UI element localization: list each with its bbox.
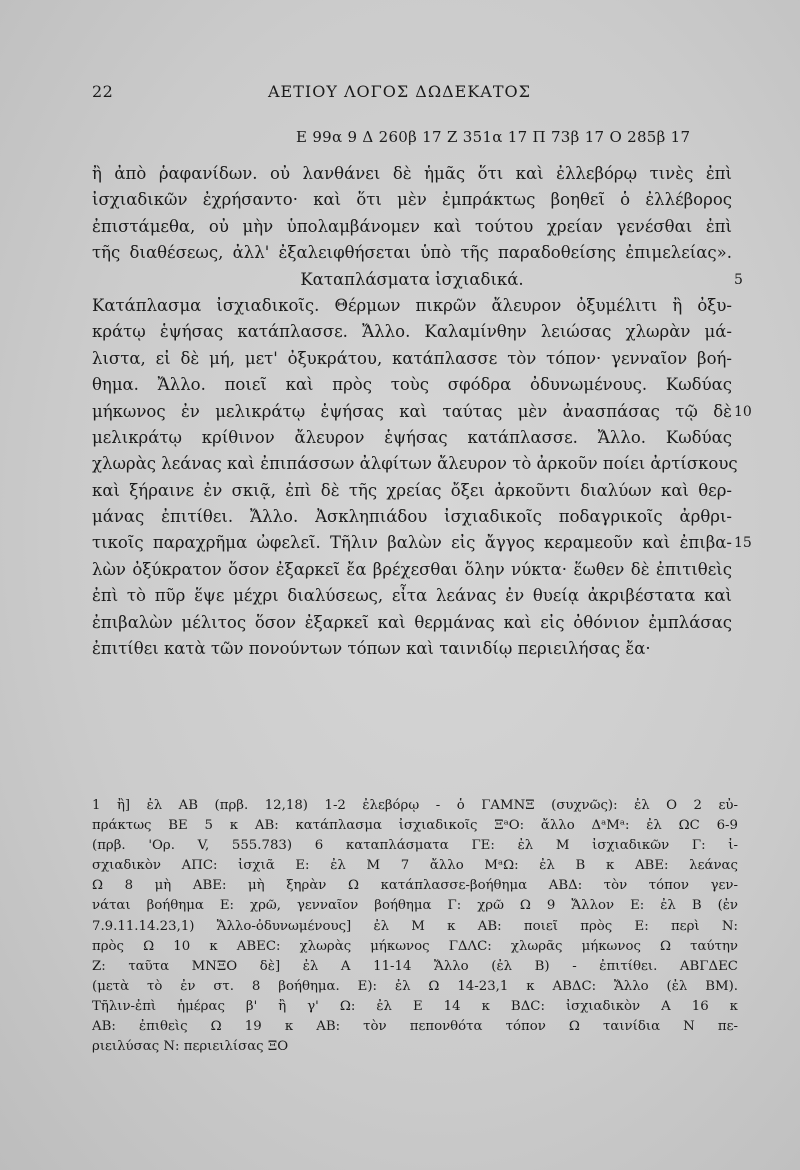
apparatus-line: ΑΒ: ἐπιθεὶς Ω 19 κ ΑΒ: τὸν πεπονθότα τόπον Ω ταινίδια Ν πε- bbox=[92, 1019, 738, 1035]
page-header bbox=[92, 82, 732, 108]
text-line bbox=[92, 504, 732, 530]
text-line bbox=[92, 372, 732, 398]
text-line bbox=[92, 240, 732, 266]
text-line bbox=[92, 319, 732, 345]
text-line-content: μήκωνος ἐν μελικράτῳ ἑψήσας καὶ ταύτας μὲν ἀνασπάσας τῷ δὲ bbox=[92, 401, 732, 421]
line-number: 15 bbox=[734, 535, 752, 552]
line-number: 10 bbox=[734, 403, 752, 420]
text-line-content: καὶ ξήραινε ἐν σκιᾷ, ἐπὶ δὲ τῆς χρείας ὄξει ἀρκοῦντι διαλύων καὶ θερ- bbox=[92, 480, 732, 500]
line-number: 5 bbox=[734, 271, 743, 288]
text-line-content: τικοῖς παραχρῆμα ὠφελεῖ. Τῆλιν βαλὼν εἰς ἄγγος κεραμεοῦν καὶ ἐπιβα- bbox=[92, 533, 732, 553]
apparatus-line: 7.9.11.14.23,1) Ἄλλο-ὀδυνωμένους] ἐλ Μ κ ΑΒ: ποιεῖ πρὸς Ε: περὶ Ν: bbox=[92, 918, 738, 934]
text-line-content: Κατάπλασμα ἰσχιαδικοῖς. Θέρμων πικρῶν ἄλευρον ὀξυμέλιτι ἢ ὀξυ- bbox=[92, 295, 732, 315]
text-line bbox=[92, 293, 732, 319]
text-line-content: ἐπιτίθει κατὰ τῶν πονούντων τόπων καὶ ταινιδίῳ περιειλήσας ἔα· bbox=[92, 639, 651, 659]
text-line-content: ἐπὶ τὸ πῦρ ἕψε μέχρι διαλύσεως, εἶτα λεάνας ἐν θυείᾳ ἀκριβέστατα καὶ bbox=[92, 586, 732, 606]
manuscript-sigla: Ε 99α 9 Δ 260β 17 Ζ 351α 17 Π 73β 17 Ο 285β 17 bbox=[296, 128, 691, 146]
text-line-content: χλωρὰς λεάνας καὶ ἐπιπάσσων ἀλφίτων ἄλευρον τὸ ἀρκοῦν ποίει ἀρτίσκους bbox=[92, 454, 738, 474]
critical-apparatus bbox=[92, 796, 738, 1057]
apparatus-line: πράκτως ΒΕ 5 κ ΑΒ: κατάπλασμα ἰσχιαδικοῖς ΞᵃΟ: ἄλλο ΔᵃΜᵃ: ἐλ ΩC 6-9 bbox=[92, 818, 738, 834]
text-line bbox=[92, 346, 732, 372]
page-number: 22 bbox=[92, 82, 114, 101]
text-line bbox=[92, 399, 752, 425]
text-line-content: ἢ ἀπὸ ῥαφανίδων. οὐ λανθάνει δὲ ἡμᾶς ὅτι καὶ ἐλλεβόρῳ τινὲς ἐπὶ bbox=[92, 164, 732, 183]
text-line bbox=[92, 214, 732, 240]
apparatus-line: 1 ἢ] ἐλ ΑΒ (πρβ. 12,18) 1-2 ἐλεβόρῳ - ὁ ΓΑΜΝΞ (συχνῶς): ἐλ Ο 2 εὐ- bbox=[92, 798, 738, 813]
apparatus-line: νάται βοήθημα Ε: χρῶ, γενναῖον βοήθημα Γ: χρῶ Ω 9 Ἄλλον Ε: ἐλ Β (ἐν bbox=[92, 898, 738, 914]
text-line bbox=[92, 636, 732, 662]
text-line bbox=[92, 425, 732, 451]
text-line-content: θημα. Ἄλλο. ποιεῖ καὶ πρὸς τοὺς σφόδρα ὀδυνωμένους. Κωδύας bbox=[92, 375, 732, 395]
apparatus-line: Ω 8 μὴ ΑΒΕ: μὴ ξηρὰν Ω κατάπλασσε-βοήθημα ΑΒΔ: τὸν τόπον γεν- bbox=[92, 878, 738, 894]
apparatus-line: πρὸς Ω 10 κ ΑΒΕC: χλωρὰς μήκωνος ΓΔΛC: χλωρᾶς μήκωνος Ω ταύτην bbox=[92, 938, 738, 954]
text-line-content: Καταπλάσματα ἰσχιαδικά. bbox=[300, 269, 524, 289]
text-line bbox=[92, 451, 738, 477]
text-line bbox=[92, 610, 732, 636]
apparatus-line: σχιαδικὸν ΑΠC: ἰσχιᾶ Ε: ἐλ Μ 7 ἄλλο ΜᵃΩ: ἐλ Β κ ΑΒΕ: λεάνας bbox=[92, 858, 738, 874]
apparatus-line: Ζ: ταῦτα ΜΝΞΟ δὲ] ἐλ Α 11-14 Ἄλλο (ἐλ Β) - ἐπιτίθει. ΑΒΓΔΕC bbox=[92, 958, 738, 974]
main-text bbox=[92, 161, 752, 662]
text-line bbox=[92, 161, 732, 187]
text-line bbox=[92, 530, 752, 556]
text-line bbox=[92, 187, 732, 213]
apparatus-line: ριειλύσας Ν: περιειλίσας ΞΟ bbox=[92, 1039, 289, 1055]
text-line bbox=[92, 557, 732, 583]
text-line-content: μελικράτῳ κρίθινον ἄλευρον ἑψήσας κατάπλασσε. Ἄλλο. Κωδύας bbox=[92, 427, 732, 447]
text-line bbox=[92, 478, 732, 504]
apparatus-line: (μετὰ τὸ ἐν στ. 8 βοήθημα. Ε): ἐλ Ω 14-23,1 κ ΑΒΔC: Ἄλλο (ἐλ ΒΜ). bbox=[92, 978, 738, 994]
apparatus-line: Τῆλιν-ἐπὶ ἡμέρας β' ἢ γ' Ω: ἐλ Ε 14 κ ΒΔC: ἰσχιαδικὸν Α 16 κ bbox=[92, 998, 738, 1014]
text-line-content: κράτῳ ἑψήσας κατάπλασσε. Ἄλλο. Καλαμίνθην λειώσας χλωρὰν μά- bbox=[92, 322, 732, 342]
text-line bbox=[92, 583, 732, 609]
text-line-content: μάνας ἐπιτίθει. Ἄλλο. Ἀσκληπιάδου ἰσχιαδικοῖς ποδαγρικοῖς ἀρθρι- bbox=[92, 507, 732, 527]
text-line-content: ἰσχιαδικῶν ἐχρήσαντο· καὶ ὅτι μὲν ἐμπράκτως βοηθεῖ ὁ ἐλλέβορος bbox=[92, 190, 732, 210]
apparatus-line: (πρβ. 'Ορ. V, 555.783) 6 καταπλάσματα ΓΕ: ἐλ Μ ἰσχιαδικῶν Γ: ἰ- bbox=[92, 838, 738, 854]
section-heading bbox=[92, 267, 743, 293]
text-line-content: λὼν ὀξύκρατον ὅσον ἐξαρκεῖ ἔα βρέχεσθαι ὅλην νύκτα· ἕωθεν δὲ ἐπιτιθεὶς bbox=[92, 559, 732, 579]
text-line-content: τῆς διαθέσεως, ἀλλ' ἐξαλειφθήσεται ὑπὸ τῆς παραδοθείσης ἐπιμελείας». bbox=[92, 243, 732, 263]
text-line-content: ἐπιστάμεθα, οὐ μὴν ὑπολαμβάνομεν καὶ τούτου χρείαν γενέσθαι ἐπὶ bbox=[92, 216, 732, 236]
text-line-content: ἐπιβαλὼν μέλιτος ὅσον ἐξαρκεῖ καὶ θερμάνας καὶ εἰς ὀθόνιον ἐμπλάσας bbox=[92, 612, 732, 632]
text-line-content: λιστα, εἰ δὲ μή, μετ' ὀξυκράτου, κατάπλασσε τὸν τόπον· γενναῖον βοή- bbox=[92, 348, 732, 368]
running-title: ΑΕΤΙΟΥ ΛΟΓΟΣ ΔΩΔΕΚΑΤΟΣ bbox=[268, 82, 531, 101]
